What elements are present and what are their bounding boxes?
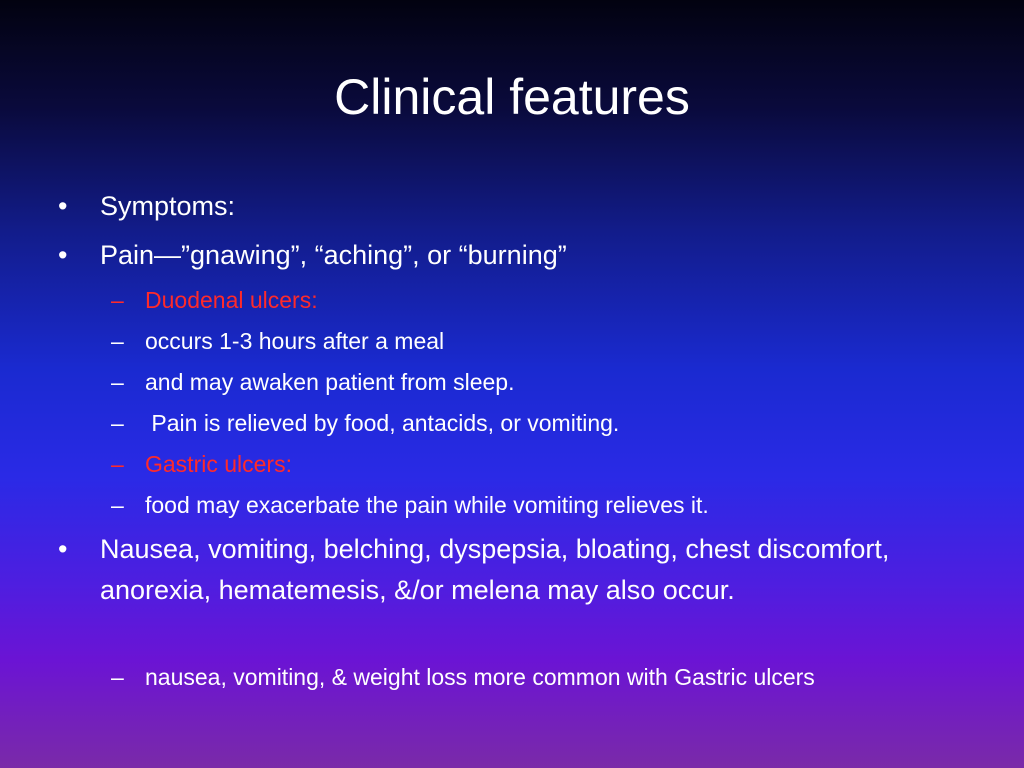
bullet-item xyxy=(58,235,960,276)
sub-bullet-text: Pain is relieved by food, antacids, or vomiting. xyxy=(145,410,620,436)
slide-title: Clinical features xyxy=(334,69,690,125)
bullet-item xyxy=(58,529,920,611)
bullet-icon: • xyxy=(58,240,68,270)
dash-icon: – xyxy=(111,287,124,313)
sub-bullet-item xyxy=(111,489,985,521)
sub-bullet-text: occurs 1-3 hours after a meal xyxy=(145,328,445,354)
sub-bullet-item xyxy=(111,448,985,480)
bullet-icon: • xyxy=(58,191,68,221)
bullet-text: Pain—”gnawing”, “aching”, or “burning” xyxy=(100,240,567,270)
bullet-item xyxy=(58,186,960,227)
dash-icon: – xyxy=(111,451,124,477)
dash-icon: – xyxy=(111,369,124,395)
sub-bullet-text: and may awaken patient from sleep. xyxy=(145,369,515,395)
sub-bullet-item xyxy=(111,284,985,316)
dash-icon: – xyxy=(111,492,124,518)
bullet-text: Nausea, vomiting, belching, dyspepsia, bloating, chest discomfort, anorexia, hematemesis, &/or melena may also occur. xyxy=(100,534,890,605)
sub-bullet-text: nausea, vomiting, & weight loss more common with Gastric ulcers xyxy=(145,664,815,690)
sub-bullet-item xyxy=(111,366,985,398)
dash-icon: – xyxy=(111,328,124,354)
dash-icon: – xyxy=(111,410,124,436)
bullet-icon: • xyxy=(58,534,68,564)
bullet-text: Symptoms: xyxy=(100,191,236,221)
sub-bullet-text: food may exacerbate the pain while vomiting relieves it. xyxy=(145,492,709,518)
sub-bullet-item xyxy=(111,661,985,693)
sub-bullet-item xyxy=(111,407,985,439)
sub-bullet-text: Duodenal ulcers: xyxy=(145,287,318,313)
sub-bullet-item xyxy=(111,325,985,357)
sub-bullet-text: Gastric ulcers: xyxy=(145,451,292,477)
dash-icon: – xyxy=(111,664,124,690)
